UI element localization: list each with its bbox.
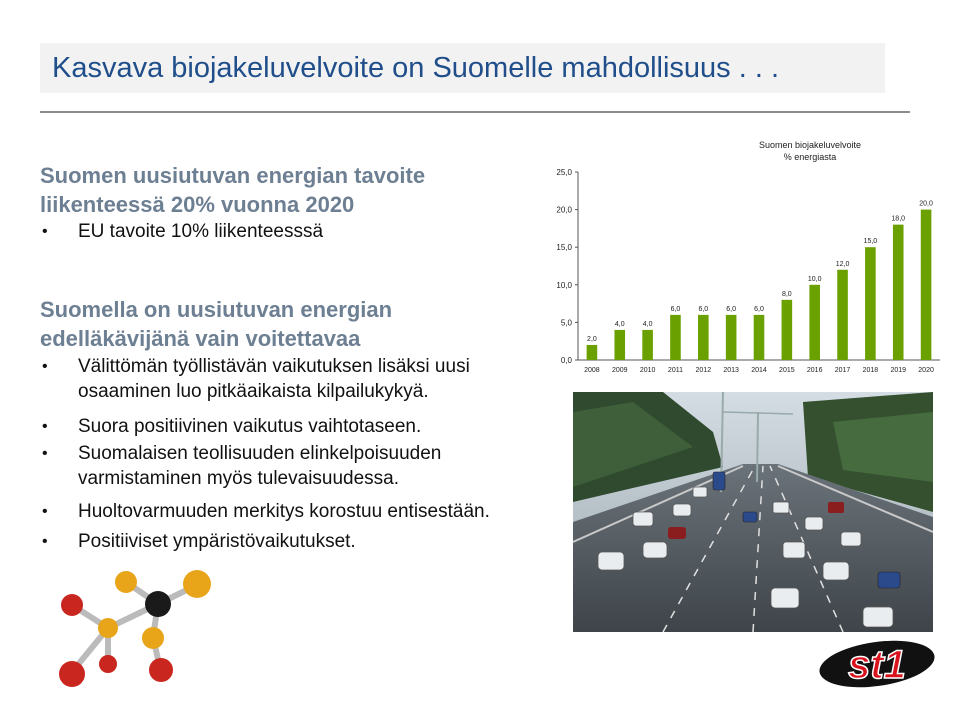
section2-bullet-5 [42,530,356,554]
chart-bars [584,201,934,374]
chart-x-tick-label: 2019 [890,367,907,374]
chart-bar [754,315,765,360]
section2-bullet-1-cont: osaaminen luo pitkäaikaista kilpailukykyä. [78,381,429,402]
chart-y-tick-label: 0,0 [560,356,572,365]
chart-y-tick-label: 25,0 [556,168,572,177]
chart-y-tick-label: 20,0 [556,205,572,215]
title-divider [40,111,910,113]
logo-text: st1 [848,643,906,687]
chart-y-tick-label: 15,0 [556,243,572,253]
bullet-dot-icon: • [42,418,48,435]
chart-bar [809,285,820,360]
chart-value-label: 8,0 [781,290,792,298]
chart-x-tick-label: 2009 [611,367,628,374]
chart-x-tick-label: 2015 [779,367,795,374]
chart-title: Suomen biojakeluvelvoite [758,140,862,150]
chart-value-label: 18,0 [891,215,906,223]
chart-value-label: 6,0 [670,305,681,313]
molecule-icon [40,560,220,710]
chart-bar [921,210,932,360]
chart-value-label: 12,0 [835,260,850,268]
bullet-dot-icon: • [42,445,48,462]
bullet-dot-icon: • [42,503,48,520]
bullet-text: Suomalaisen teollisuuden elinkelpoisuuden [78,443,442,464]
chart-bar [642,330,653,360]
section2-heading-line1: Suomella on uusiutuvan energian [40,297,393,322]
section2-bullet-3 [42,442,442,466]
bullet-text: EU tavoite 10% liikenteesssä [78,221,324,242]
chart-value-label: 20,0 [919,200,933,208]
chart-value-label: 6,0 [698,305,709,313]
slide-title: Kasvava biojakeluvelvoite on Suomelle mahdollisuus . . . [52,52,780,84]
bullet-dot-icon: • [42,223,48,240]
section1-heading-line2: liikenteessä 20% vuonna 2020 [40,192,355,217]
chart-x-tick-label: 2020 [918,367,934,374]
chart-x-tick-label: 2011 [667,367,683,374]
chart-bar [726,315,737,360]
section2-bullet-2 [42,415,422,439]
chart-x-tick-label: 2017 [834,367,851,374]
bullet-text: Positiiviset ympäristövaikutukset. [78,531,356,552]
chart-bar [865,247,876,360]
chart-y-tick-label: 10,0 [556,280,572,290]
section1-bullet [42,220,324,244]
section2-bullet-1 [42,355,470,379]
chart-value-label: 2,0 [587,335,597,343]
chart-bar [698,315,709,360]
title-box [40,43,885,93]
chart-x-tick-label: 2012 [695,367,712,374]
chart-bar [614,330,625,360]
chart-axes [556,168,940,365]
chart-bar [587,345,598,360]
chart-x-tick-label: 2016 [806,367,823,374]
chart-x-tick-label: 2008 [584,367,600,374]
chart-bar [837,270,848,360]
chart-value-label: 15,0 [863,238,878,246]
section1-heading-line1: Suomen uusiutuvan energian tavoite [40,163,426,188]
bullet-text: Suora positiivinen vaikutus vaihtotaseen. [78,416,422,437]
st1-logo [815,632,940,694]
bullet-dot-icon: • [42,358,48,375]
chart-y-tick-label: 5,0 [560,318,572,328]
chart-value-label: 10,0 [807,275,822,283]
bullet-text: Huoltovarmuuden merkitys korostuu entisestään. [78,501,490,522]
chart-x-tick-label: 2013 [723,367,739,374]
chart-value-label: 6,0 [726,305,737,313]
highway-traffic-photo [573,392,933,632]
bullet-dot-icon: • [42,533,48,550]
biofuel-obligation-chart [540,140,950,380]
section2-bullet-4 [42,500,490,524]
chart-value-label: 4,0 [614,320,625,328]
chart-value-label: 4,0 [642,320,653,328]
section2-bullet-3-cont: varmistaminen myös tulevaisuudessa. [78,468,400,489]
section2-heading-line2: edelläkävijänä vain voitettavaa [40,326,361,351]
chart-x-tick-label: 2014 [751,367,767,374]
chart-bar [670,315,681,360]
bullet-text: Välittömän työllistävän vaikutuksen lisäksi uusi [78,356,470,377]
chart-x-tick-label: 2010 [639,367,656,374]
chart-x-tick-label: 2018 [862,367,879,374]
chart-bar [782,300,793,360]
chart-value-label: 6,0 [754,305,764,313]
chart-subtitle: % energiasta [783,152,837,162]
chart-bar [893,225,904,360]
